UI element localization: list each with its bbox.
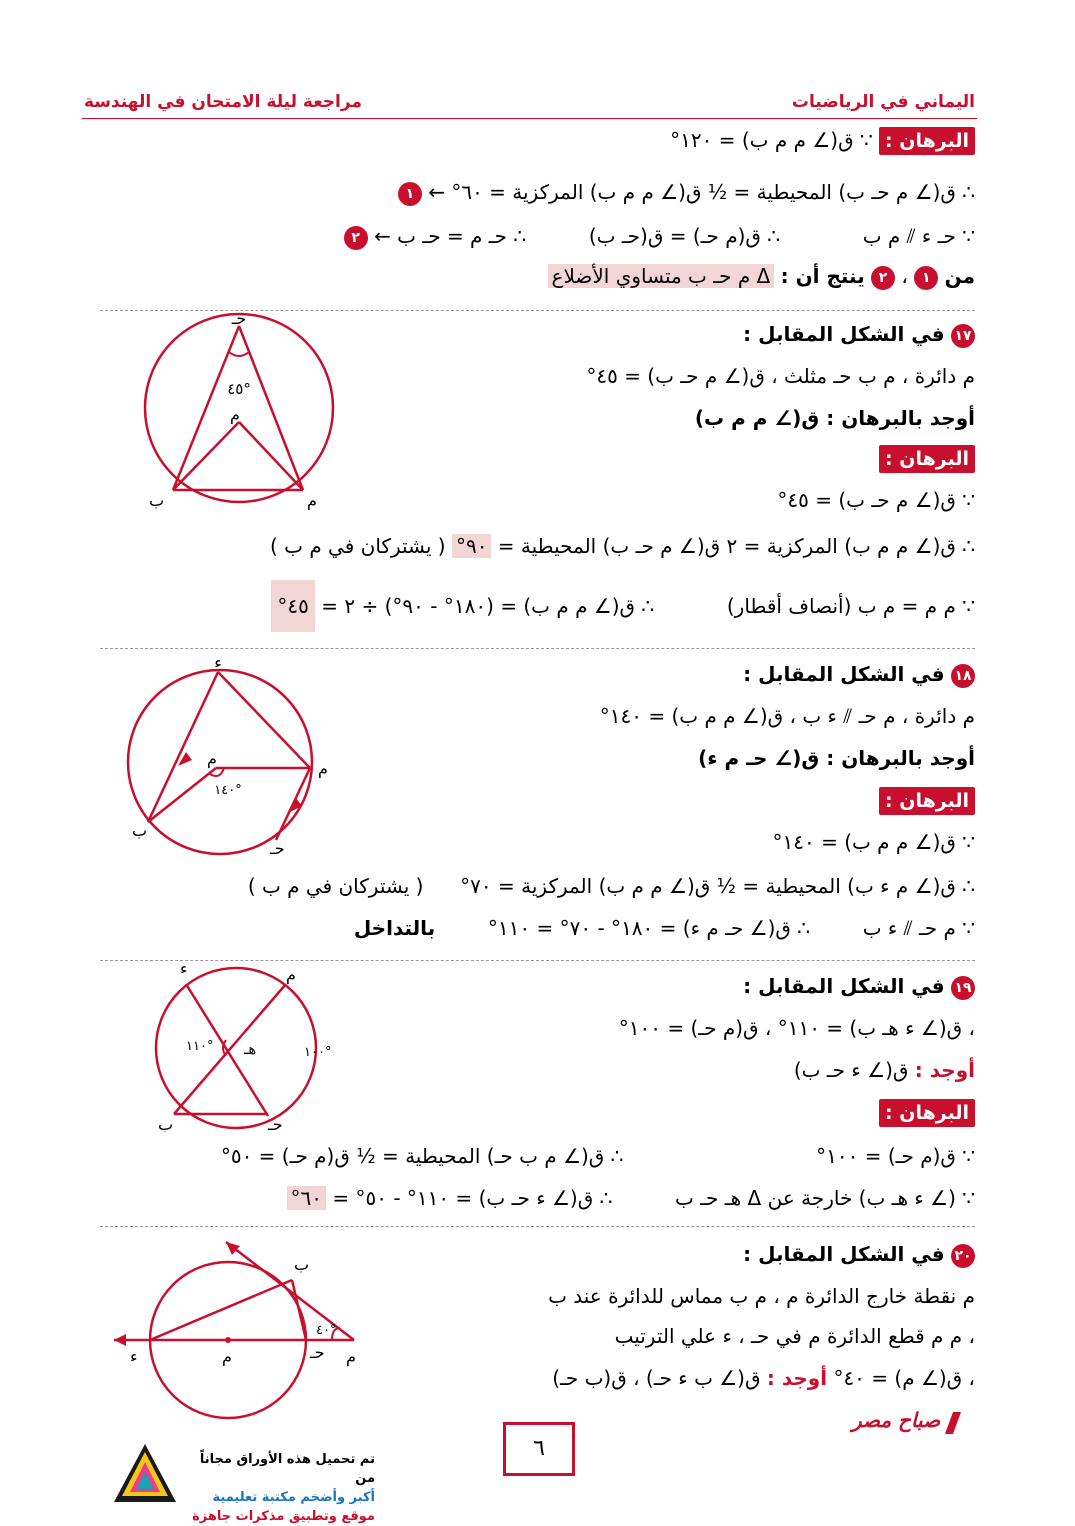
s19-find-label: أوجد : bbox=[914, 1058, 975, 1082]
s16-l3b: ∴ ق(م حـ) = ق(حـ ب) bbox=[588, 224, 780, 248]
promo-text bbox=[185, 1450, 375, 1526]
s16-line2 bbox=[398, 178, 975, 206]
brand-mark-icon bbox=[945, 1412, 961, 1434]
s18-find: أوجد بالبرهان : ق(∠ حـ م ء) bbox=[698, 746, 975, 770]
s17-proof-label: البرهان : bbox=[879, 445, 975, 473]
s19-circle bbox=[156, 968, 316, 1128]
promo-line-3: موقع وتطبيق مذكرات جاهزة bbox=[192, 1509, 375, 1524]
s17-radius-2 bbox=[239, 422, 303, 490]
s16-l1-text: ∵ ق(∠ م م ب) = ١٢٠° bbox=[670, 128, 873, 152]
promo-line-2: أكبر وأضخم مكتبة تعليمية bbox=[212, 1490, 375, 1505]
s19-label-center: هـ bbox=[244, 1040, 257, 1058]
s17-proof-row bbox=[879, 444, 975, 473]
s17-given: م دائرة ، م ب حـ مثلث ، ق(∠ م حـ ب) = ٤٥° bbox=[586, 364, 975, 388]
s19-p1 bbox=[221, 1142, 975, 1170]
s18-label-right: م bbox=[318, 759, 328, 778]
s17-label-top: حـ bbox=[231, 312, 247, 328]
s17-find: أوجد بالبرهان : ق(∠ م م ب) bbox=[694, 406, 975, 430]
s20-l3a: ، ق(∠ م) = ٤٠° bbox=[833, 1366, 975, 1390]
s17-p3a: ∵ م م = م ب (أنصاف أقطار) bbox=[726, 594, 975, 618]
s19-label-angle-r: ١٠٠° bbox=[304, 1045, 332, 1060]
s20-label-right: م bbox=[346, 1347, 356, 1366]
s17-label-center: م bbox=[230, 405, 240, 424]
brand-logo bbox=[852, 1408, 957, 1434]
s18-p3 bbox=[354, 914, 975, 942]
s18-chord-ac bbox=[276, 768, 310, 840]
s16-l4-r2: ٢ bbox=[871, 266, 895, 290]
s20-title: في الشكل المقابل : bbox=[743, 1242, 945, 1266]
s17-p1: ∵ ق(∠ م حـ ب) = ٤٥° bbox=[777, 488, 975, 512]
s18-label-angle: ١٤٠° bbox=[214, 783, 242, 798]
s19-find: ق(∠ ء حـ ب) bbox=[793, 1058, 909, 1082]
s17-title: في الشكل المقابل : bbox=[743, 322, 945, 346]
s18-label-bottom: حـ bbox=[270, 839, 285, 856]
divider-2 bbox=[100, 648, 975, 649]
s19-title: في الشكل المقابل : bbox=[743, 974, 945, 998]
s18-label-left: ب bbox=[132, 821, 148, 840]
s17-radius-1 bbox=[173, 422, 239, 490]
s16-line3 bbox=[200, 222, 975, 250]
s17-line-cb bbox=[239, 326, 303, 490]
s16-ref1: ١ bbox=[398, 182, 422, 206]
s17-p3 bbox=[271, 592, 975, 620]
s18-proof-label: البرهان : bbox=[879, 787, 975, 815]
s18-p2 bbox=[248, 872, 975, 900]
s18-circle bbox=[128, 670, 312, 854]
s19-label-angle-l: ١١٠° bbox=[186, 1039, 214, 1054]
s18-p3c: بالتداخل bbox=[353, 916, 436, 940]
s17-p2 bbox=[270, 532, 975, 560]
s20-l1: م نقطة خارج الدائرة م ، م ب مماس للدائرة عند ب bbox=[548, 1284, 975, 1308]
s16-l3a: ∵ حـ ء ⫽ م ب bbox=[862, 224, 975, 248]
s20-figure bbox=[110, 1238, 360, 1420]
promo-line-1: تم تحميل هذه الأوراق مجاناً من bbox=[199, 1452, 375, 1486]
s18-number: ١٨ bbox=[951, 664, 975, 688]
proof-label: البرهان : bbox=[879, 127, 975, 155]
s18-p3b: ∴ ق(∠ حـ م ء) = ١٨٠° - ٧٠° = ١١٠° bbox=[487, 916, 810, 940]
s20-l3b: ق(∠ ب ء حـ) ، ق(ب حـ) bbox=[552, 1366, 761, 1390]
books-logo-icon bbox=[110, 1440, 180, 1510]
s18-p2-text: ∴ ق(∠ م ء ب) المحيطية = ½ ق(∠ م م ب) المركزية = ٧٠° bbox=[460, 874, 975, 898]
s20-center-dot bbox=[225, 1337, 231, 1343]
s17-angle-arc bbox=[229, 352, 249, 356]
s19-figure bbox=[140, 964, 340, 1132]
s18-title-row bbox=[743, 660, 975, 688]
s19-p1a: ∵ ق(م حـ) = ١٠٠° bbox=[816, 1144, 975, 1168]
s20-arrow-up bbox=[226, 1242, 240, 1255]
s18-title: في الشكل المقابل : bbox=[743, 662, 945, 686]
s19-p1b: ∴ ق(∠ م ب حـ) المحيطية = ½ ق(م حـ) = ٥٠° bbox=[220, 1144, 624, 1168]
s20-label-left: ء bbox=[130, 1347, 138, 1366]
s20-label-c: حـ bbox=[310, 1343, 325, 1362]
s16-l4-r1: ١ bbox=[914, 266, 938, 290]
s20-l3 bbox=[552, 1364, 975, 1392]
s20-arrow-left bbox=[114, 1334, 126, 1346]
s20-label-center: م bbox=[222, 1347, 232, 1366]
s20-label-top: ب bbox=[294, 1255, 310, 1274]
page-number: ٦ bbox=[503, 1422, 575, 1476]
s17-label-angle: ٤٥° bbox=[227, 380, 251, 398]
s16-l4-result: Δ م حـ ب متساوي الأضلاع bbox=[548, 264, 775, 288]
s19-label-bl: ب bbox=[158, 1115, 174, 1132]
divider-3 bbox=[100, 960, 975, 961]
s18-p3a: ∵ م حـ ⫽ ء ب bbox=[862, 916, 975, 940]
header-left: مراجعة ليلة الامتحان في الهندسة bbox=[84, 92, 362, 112]
s19-number: ١٩ bbox=[951, 976, 975, 1000]
s18-p1: ∵ ق(∠ م م ب) = ١٤٠° bbox=[772, 830, 975, 854]
s16-l4-mid: ينتج أن : bbox=[780, 264, 865, 288]
s18-proof-row bbox=[879, 786, 975, 815]
s19-label-tl: ء bbox=[180, 964, 188, 978]
s19-p2-val: ٦٠° bbox=[287, 1186, 326, 1210]
s19-given: ، ق(∠ ء هـ ب) = ١١٠° ، ق(م حـ) = ١٠٠° bbox=[618, 1016, 975, 1040]
s20-l2: ، م م قطع الدائرة م في حـ ، ء علي الترتيب bbox=[614, 1324, 975, 1348]
s19-proof-row bbox=[879, 1098, 975, 1127]
s17-label-left: ب bbox=[149, 491, 165, 510]
s17-figure bbox=[135, 312, 345, 512]
s17-p3b: ∴ ق(∠ م م ب) = (١٨٠° - ٩٠°) ÷ ٢ = bbox=[321, 594, 655, 618]
s17-p2-tail: ( يشتركان في م ب ) bbox=[269, 534, 446, 558]
s16-l2-text: ∴ ق(∠ م حـ ب) المحيطية = ½ ق(∠ م م ب) المركزية = ٦٠° ← bbox=[428, 180, 975, 204]
s19-p2 bbox=[287, 1184, 975, 1212]
s16-line1 bbox=[670, 126, 975, 155]
header-divider bbox=[82, 118, 977, 119]
s20-number: ٢٠ bbox=[951, 1244, 975, 1268]
s17-p2-val: ٩٠° bbox=[452, 534, 491, 558]
s17-label-right: م bbox=[307, 491, 317, 510]
s18-radius-b bbox=[148, 768, 216, 822]
header-right: اليماني في الرياضيات bbox=[791, 92, 975, 112]
s20-find-label: أوجد : bbox=[766, 1366, 828, 1390]
s16-ref2: ٢ bbox=[344, 226, 368, 250]
s19-find-row bbox=[794, 1056, 975, 1084]
s18-label-center: م bbox=[207, 749, 217, 768]
s16-l3c: ∴ حـ م = حـ ب ← bbox=[374, 224, 527, 248]
s18-p2-tail: ( يشتركان في م ب ) bbox=[247, 874, 424, 898]
s18-chord-da bbox=[218, 672, 310, 768]
s19-proof-label: البرهان : bbox=[879, 1099, 975, 1127]
s20-chord-cb bbox=[292, 1280, 306, 1340]
divider-1 bbox=[100, 310, 975, 311]
s16-l4-prefix: من bbox=[944, 264, 975, 288]
s19-label-tr: م bbox=[286, 965, 296, 984]
s17-title-row bbox=[743, 320, 975, 348]
s20-label-angle: ٤٠° bbox=[316, 1323, 337, 1338]
s18-given: م دائرة ، م حـ ⫽ ء ب ، ق(∠ م م ب) = ١٤٠° bbox=[599, 704, 975, 728]
divider-4 bbox=[100, 1226, 975, 1227]
s19-title-row bbox=[743, 972, 975, 1000]
s19-p2b: ∴ ق(∠ ء حـ ب) = ١١٠° - ٥٠° = bbox=[332, 1186, 613, 1210]
s17-p2-text: ∴ ق(∠ م م ب) المركزية = ٢ ق(∠ م حـ ب) المحيطية = bbox=[497, 534, 975, 558]
s20-chord-db bbox=[150, 1280, 292, 1340]
s19-label-br: حـ bbox=[268, 1115, 283, 1132]
brand-logo-text: صباح مصر bbox=[852, 1408, 941, 1432]
s20-title-row bbox=[743, 1240, 975, 1268]
s17-number: ١٧ bbox=[951, 324, 975, 348]
s16-line4: من ١ ، ٢ ينتج أن : Δ م حـ ب متساوي الأضلاع bbox=[548, 262, 975, 290]
s19-p2a: ∵ (∠ ء هـ ب) خارجة عن Δ هـ حـ ب bbox=[675, 1186, 975, 1210]
s18-label-top: ء bbox=[214, 656, 222, 672]
s17-p3-val: ٤٥° bbox=[271, 580, 314, 632]
s18-figure bbox=[120, 656, 340, 856]
